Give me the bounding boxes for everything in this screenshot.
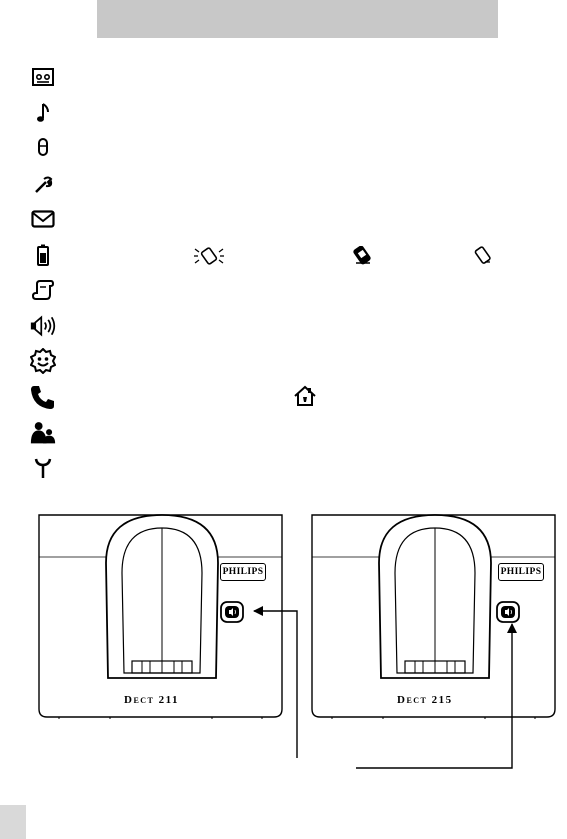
people-icon bbox=[30, 420, 56, 446]
envelope-icon bbox=[30, 206, 56, 232]
music-note-icon bbox=[30, 100, 56, 126]
phone-handset-icon bbox=[30, 384, 56, 410]
base-station-drawing bbox=[38, 513, 283, 719]
wrench-icon bbox=[30, 172, 56, 198]
smiley-icon bbox=[30, 348, 56, 374]
model-name: Dect 211 bbox=[124, 694, 180, 706]
model-name: Dect 215 bbox=[397, 694, 453, 706]
speaker-icon bbox=[30, 313, 56, 339]
antenna-icon bbox=[30, 455, 56, 481]
base-station-dect215 bbox=[311, 513, 556, 719]
base-station-drawing bbox=[311, 513, 556, 719]
capsule-icon bbox=[30, 134, 56, 160]
handset-in-cradle-icon bbox=[350, 246, 376, 266]
battery-icon bbox=[30, 242, 56, 268]
brand-logo: PHILIPS bbox=[220, 563, 266, 581]
page-tab bbox=[0, 805, 26, 839]
base-station-dect211 bbox=[38, 513, 283, 719]
ringing-handset-icon bbox=[193, 246, 225, 266]
header-bar bbox=[97, 0, 498, 38]
cassette-icon bbox=[30, 64, 56, 90]
home-icon bbox=[293, 385, 317, 407]
handset-out-icon bbox=[470, 246, 496, 266]
scroll-icon bbox=[30, 277, 56, 303]
brand-logo: PHILIPS bbox=[498, 563, 544, 581]
